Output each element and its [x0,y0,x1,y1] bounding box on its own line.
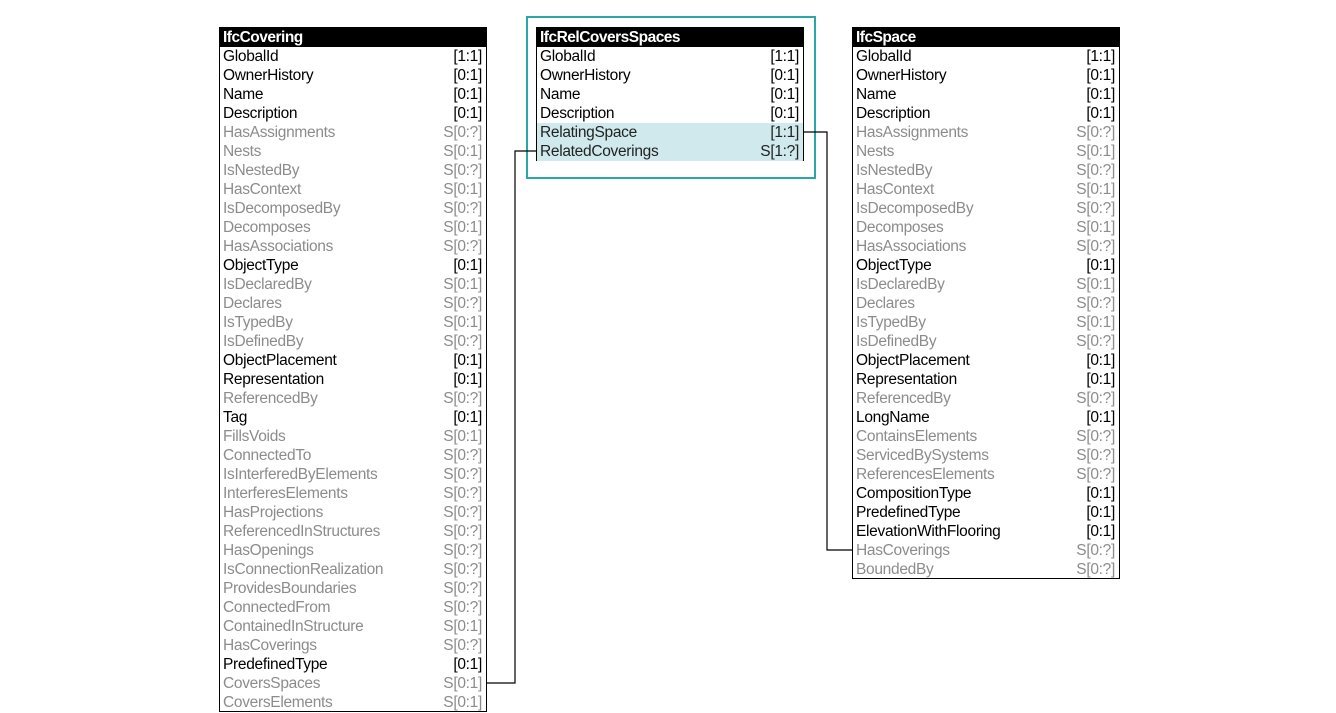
attribute-name: CompositionType [856,485,972,502]
attribute-name: GlobalId [223,48,279,65]
attribute-cardinality: S[0:?] [1076,295,1115,312]
attribute-cardinality: [0:1] [1086,504,1115,521]
attribute-cardinality: S[0:?] [443,390,482,407]
attribute-cardinality: [0:1] [1086,105,1115,122]
attribute-name: Nests [223,143,262,160]
attribute-cardinality: S[0:?] [443,447,482,464]
attribute-cardinality: S[0:?] [1076,542,1115,559]
attribute-name: ContainsElements [856,428,977,445]
connector-relating-space-to-has-coverings[interactable] [804,132,852,550]
attribute-name: ReferencesElements [856,466,995,483]
attribute-cardinality: S[0:1] [443,143,482,160]
attribute-cardinality: S[0:?] [443,200,482,217]
attribute-cardinality: S[0:1] [443,181,482,198]
attribute-cardinality: [0:1] [1086,86,1115,103]
attribute-name: IsInterferedByElements [223,466,378,483]
attribute-name: Description [856,105,931,122]
attribute-cardinality: S[0:?] [443,504,482,521]
attribute-name: ConnectedTo [223,447,312,464]
attribute-name: HasContext [856,181,934,198]
attribute-cardinality: S[0:?] [1076,333,1115,350]
attribute-cardinality: [0:1] [770,67,799,84]
attribute-cardinality: S[0:1] [443,428,482,445]
attribute-name: ObjectType [856,257,932,274]
attribute-cardinality: S[0:1] [1076,181,1115,198]
attribute-cardinality: S[1:?] [760,143,799,160]
attribute-name: ContainedInStructure [223,618,364,635]
attribute-cardinality: S[0:?] [443,295,482,312]
attribute-name: FillsVoids [223,428,286,445]
attribute-name: IsTypedBy [856,314,926,331]
attribute-name: Name [223,86,264,103]
attribute-name: CoversSpaces [223,675,321,692]
attribute-cardinality: S[0:?] [443,238,482,255]
attribute-name: ReferencedInStructures [223,523,381,540]
attribute-name: IsDeclaredBy [223,276,312,293]
attribute-cardinality: S[0:?] [1076,466,1115,483]
attribute-cardinality: [1:1] [453,48,482,65]
attribute-cardinality: [0:1] [1086,352,1115,369]
attribute-cardinality: [0:1] [453,409,482,426]
attribute-name: Description [540,105,615,122]
attribute-name: Declares [223,295,282,312]
attribute-cardinality: S[0:1] [1076,314,1115,331]
attribute-cardinality: S[0:?] [443,485,482,502]
attribute-name: ServicedBySystems [856,447,989,464]
attribute-name: HasAssignments [856,124,969,141]
attribute-cardinality: S[0:?] [1076,561,1115,578]
attribute-name: IsDefinedBy [856,333,937,350]
attribute-name: RelatedCoverings [540,143,659,160]
attribute-cardinality: [1:1] [770,124,799,141]
attribute-name: PredefinedType [223,656,328,673]
attribute-cardinality: S[0:1] [443,219,482,236]
attribute-cardinality: S[0:?] [1076,124,1115,141]
attribute-cardinality: [0:1] [1086,409,1115,426]
entity-title: IfcSpace [853,28,1119,47]
attribute-cardinality: [0:1] [453,86,482,103]
attribute-name: ElevationWithFlooring [856,523,1001,540]
attribute-name: Declares [856,295,915,312]
attribute-cardinality: S[0:?] [443,333,482,350]
attribute-cardinality: [0:1] [1086,485,1115,502]
attribute-name: LongName [856,409,930,426]
attribute-name: ObjectPlacement [223,352,337,369]
attribute-cardinality: [0:1] [770,86,799,103]
attribute-cardinality: [0:1] [1086,257,1115,274]
attribute-cardinality: [0:1] [453,257,482,274]
entity-title: IfcCovering [220,28,486,47]
attribute-name: ConnectedFrom [223,599,331,616]
attribute-cardinality: [0:1] [453,371,482,388]
attribute-cardinality: [1:1] [1086,48,1115,65]
attribute-name: Decomposes [856,219,944,236]
attribute-cardinality: [0:1] [453,105,482,122]
attribute-name: Representation [223,371,324,388]
attribute-name: HasProjections [223,504,324,521]
attribute-cardinality: S[0:?] [443,466,482,483]
attribute-name: IsDefinedBy [223,333,304,350]
attribute-name: IsDeclaredBy [856,276,945,293]
attribute-name: OwnerHistory [856,67,947,84]
attribute-cardinality: S[0:?] [443,599,482,616]
attribute-name: HasCoverings [856,542,950,559]
attribute-name: IsNestedBy [223,162,300,179]
attribute-cardinality: S[0:?] [443,561,482,578]
attribute-cardinality: S[0:?] [443,580,482,597]
attribute-cardinality: S[0:1] [443,618,482,635]
entity-title: IfcRelCoversSpaces [537,28,803,47]
attribute-name: Representation [856,371,957,388]
attribute-cardinality: S[0:1] [443,314,482,331]
attribute-name: CoversElements [223,694,333,711]
attribute-cardinality: [0:1] [453,67,482,84]
attribute-name: ReferencedBy [856,390,951,407]
attribute-name: BoundedBy [856,561,934,578]
attribute-name: Name [856,86,897,103]
attribute-cardinality: S[0:?] [443,542,482,559]
attribute-name: ReferencedBy [223,390,318,407]
attribute-cardinality: [0:1] [453,656,482,673]
attribute-cardinality: S[0:?] [1076,238,1115,255]
attribute-name: InterferesElements [223,485,348,502]
attribute-cardinality: S[0:1] [1076,143,1115,160]
attribute-cardinality: S[0:?] [1076,200,1115,217]
attribute-cardinality: [0:1] [1086,371,1115,388]
attribute-name: PredefinedType [856,504,961,521]
attribute-name: IsTypedBy [223,314,293,331]
attribute-cardinality: S[0:?] [1076,428,1115,445]
attribute-name: OwnerHistory [540,67,631,84]
attribute-cardinality: [0:1] [453,352,482,369]
attribute-name: HasAssignments [223,124,336,141]
attribute-cardinality: S[0:?] [1076,390,1115,407]
attribute-name: ObjectType [223,257,299,274]
attribute-name: HasAssociations [223,238,334,255]
attribute-cardinality: S[0:1] [443,675,482,692]
attribute-name: Decomposes [223,219,311,236]
attribute-name: ProvidesBoundaries [223,580,357,597]
attribute-name: IsNestedBy [856,162,933,179]
attribute-cardinality: S[0:?] [1076,162,1115,179]
attribute-name: GlobalId [856,48,912,65]
attribute-cardinality: [0:1] [1086,67,1115,84]
attribute-cardinality: S[0:?] [443,162,482,179]
attribute-cardinality: [0:1] [770,105,799,122]
attribute-name: IsConnectionRealization [223,561,384,578]
attribute-cardinality: S[0:1] [443,694,482,711]
attribute-cardinality: S[0:?] [1076,447,1115,464]
attribute-name: Name [540,86,581,103]
attribute-name: ObjectPlacement [856,352,970,369]
attribute-name: RelatingSpace [540,124,637,141]
attribute-name: HasAssociations [856,238,967,255]
attribute-cardinality: S[0:1] [1076,276,1115,293]
attribute-name: IsDecomposedBy [223,200,341,217]
attribute-cardinality: S[0:1] [443,276,482,293]
attribute-name: GlobalId [540,48,596,65]
attribute-name: Tag [223,409,248,426]
attribute-name: OwnerHistory [223,67,314,84]
attribute-name: IsDecomposedBy [856,200,974,217]
attribute-cardinality: [0:1] [1086,523,1115,540]
attribute-cardinality: S[0:?] [443,523,482,540]
attribute-name: HasCoverings [223,637,317,654]
attribute-name: Nests [856,143,895,160]
attribute-name: HasOpenings [223,542,314,559]
connector-related-coverings-to-covers-spaces[interactable] [487,151,536,683]
attribute-cardinality: S[0:?] [443,637,482,654]
attribute-cardinality: S[0:1] [1076,219,1115,236]
attribute-cardinality: [1:1] [770,48,799,65]
attribute-cardinality: S[0:?] [443,124,482,141]
attribute-name: Description [223,105,298,122]
attribute-name: HasContext [223,181,301,198]
